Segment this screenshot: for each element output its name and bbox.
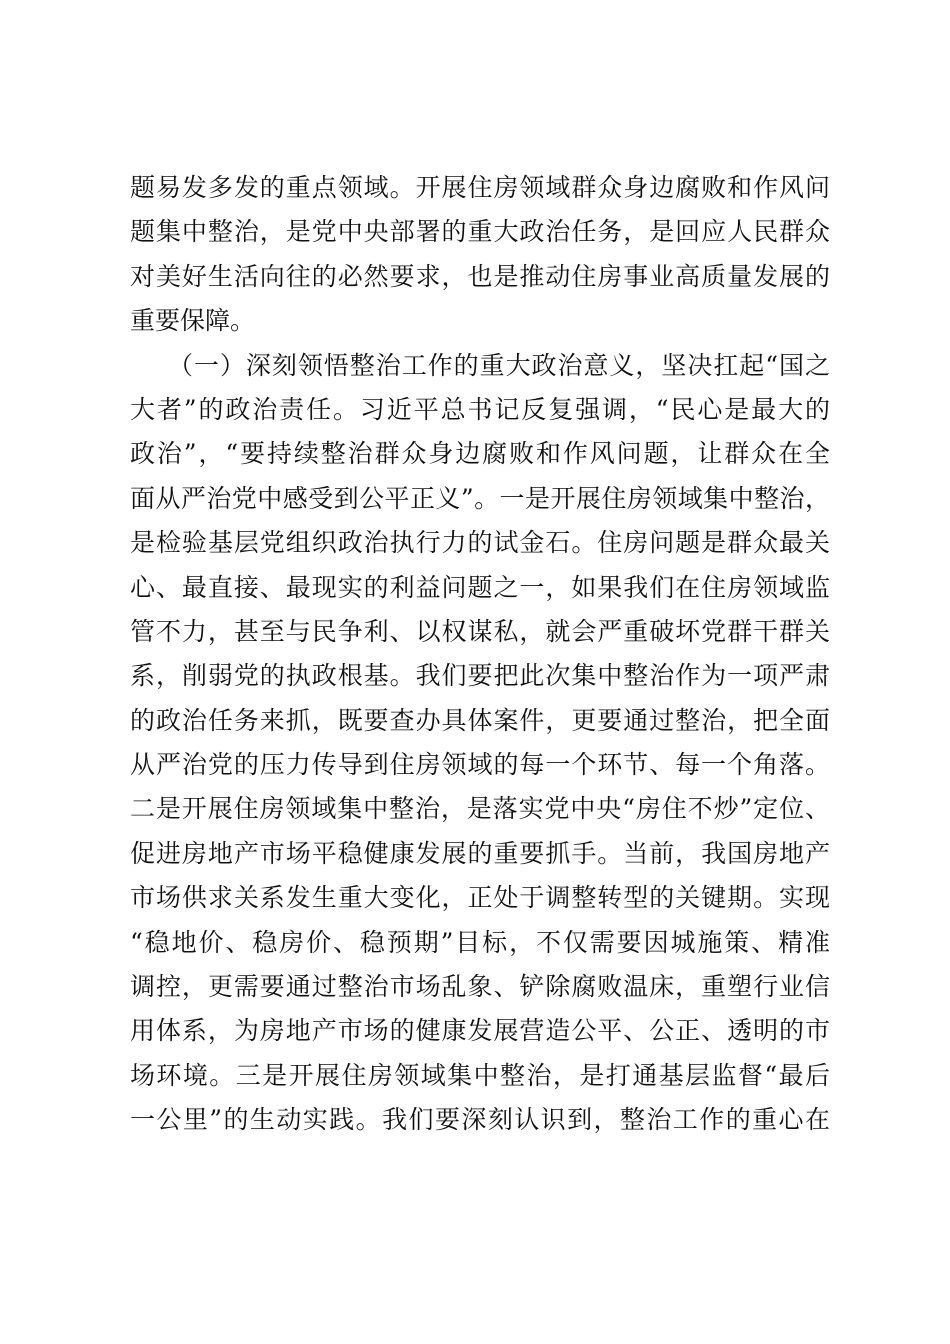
text-line: “稳地价、稳房价、稳预期”目标，不仅需要因城施策、精准 [130,927,830,957]
text-line: 题集中整治，是党中央部署的重大政治任务，是回应人民群众 [130,217,830,247]
text-line: 场环境。三是开展住房领域集中整治，是打通基层监督“最后 [130,1060,830,1090]
text-line: 促进房地产市场平稳健康发展的重要抓手。当前，我国房地产 [130,838,830,868]
text-line: 用体系，为房地产市场的健康发展营造公平、公正、透明的市 [130,1016,830,1046]
body-text [130,166,830,1143]
text-line: 政治”，“要持续整治群众身边腐败和作风问题，让群众在全 [130,439,830,469]
text-line: 从严治党的压力传导到住房领域的每一个环节、每一个角落。 [130,750,830,780]
text-line: 心、最直接、最现实的利益问题之一，如果我们在住房领域监 [130,572,830,602]
text-line: 面从严治党中感受到公平正义”。一是开展住房领域集中整治， [130,483,830,513]
text-line: 市场供求关系发生重大变化，正处于调整转型的关键期。实现 [130,883,830,913]
text-line: 系，削弱党的执政根基。我们要把此次集中整治作为一项严肃 [130,661,830,691]
text-line: 重要保障。 [130,306,256,336]
text-line: 大者”的政治责任。习近平总书记反复强调，“民心是最大的 [130,394,830,424]
text-line: 题易发多发的重点领域。开展住房领域群众身边腐败和作风问 [130,173,830,202]
text-line: 调控，更需要通过整治市场乱象、铲除腐败温床，重塑行业信 [130,972,830,1002]
text-line: 是检验基层党组织政治执行力的试金石。住房问题是群众最关 [130,528,830,558]
text-line: 的政治任务来抓，既要查办具体案件，更要通过整治，把全面 [130,705,830,735]
text-line: 管不力，甚至与民争利、以权谋私，就会严重破坏党群干群关 [130,616,830,646]
section-heading-line: （一）深刻领悟整治工作的重大政治意义，坚决扛起“国之 [168,350,830,380]
text-line: 二是开展住房领域集中整治，是落实党中央“房住不炒”定位、 [130,794,830,824]
text-line: 对美好生活向往的必然要求，也是推动住房事业高质量发展的 [130,261,830,291]
text-line: 一公里”的生动实践。我们要深刻认识到，整治工作的重心在 [130,1105,830,1135]
